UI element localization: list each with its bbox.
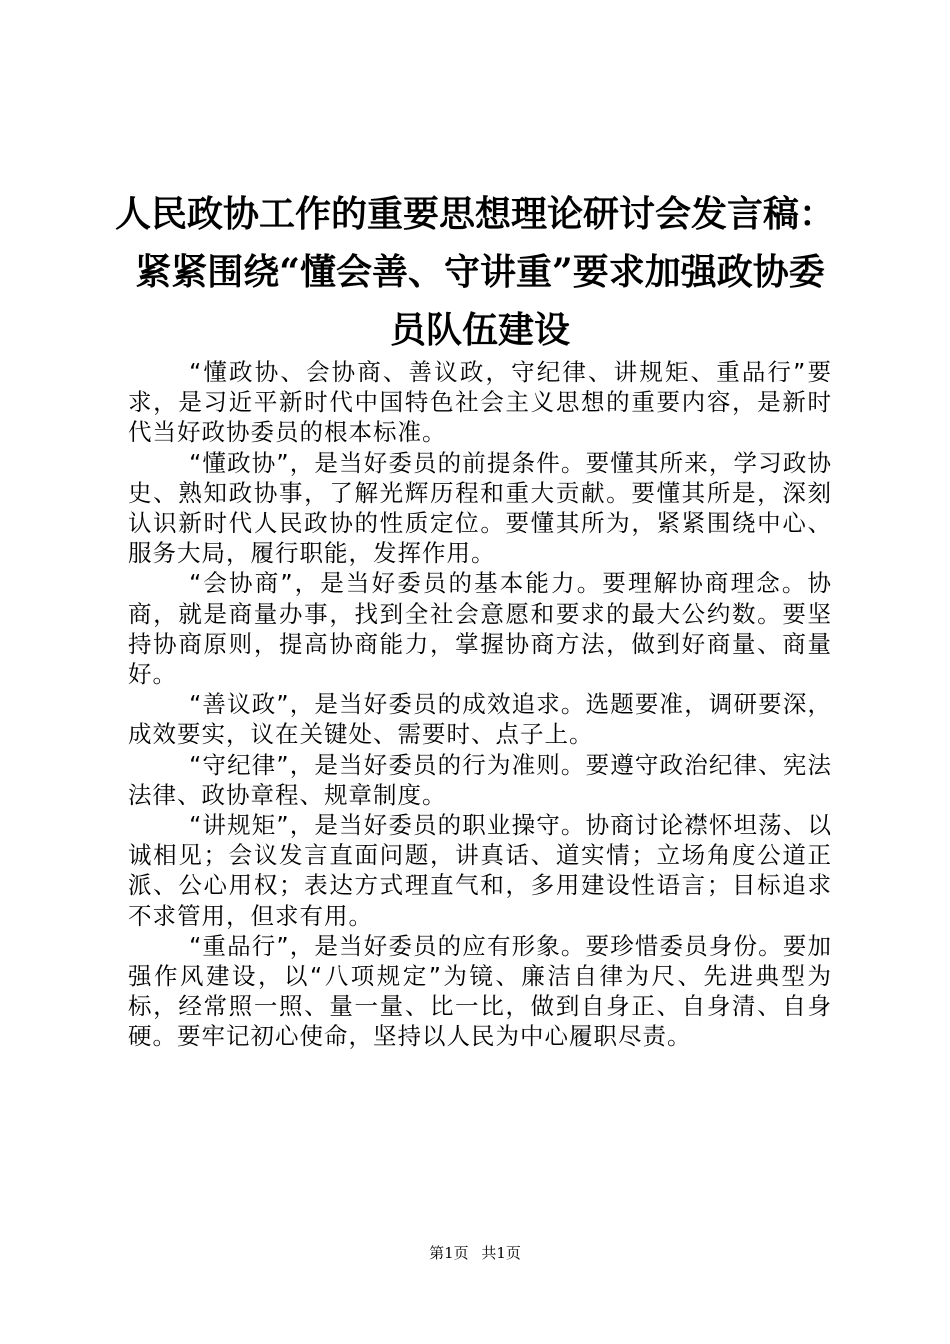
document-body xyxy=(128,357,832,1052)
page-number: 第1页 xyxy=(429,1244,469,1262)
page-footer xyxy=(0,1243,950,1263)
paragraph-zhong-pinxing: “重品行”，是当好委员的应有形象。要珍惜委员身份。要加强作风建设，以“八项规定”为镜、廉洁自律为尺、先进典型为标，经常照一照、量一量、比一比，做到自身正、自身清、自身硬。要牢记初心使命，坚持以人民为中心履职尽责。 xyxy=(128,931,832,1051)
paragraph-jiang-guiju: “讲规矩”，是当好委员的职业操守。协商讨论襟怀坦荡、以诚相见；会议发言直面问题，讲真话、道实情；立场角度公道正派、公心用权；表达方式理直气和，多用建设性语言；目标追求不求管用，但求有用。 xyxy=(128,811,832,930)
title-line-1: 人民政协工作的重要思想理论研讨会发言稿： xyxy=(114,193,835,235)
title-line-2: 紧紧围绕“懂会善、守讲重”要求加强政协委 xyxy=(135,251,825,293)
paragraph-shou-jilv: “守纪律”，是当好委员的行为准则。要遵守政治纪律、宪法法律、政协章程、规章制度。 xyxy=(128,750,832,809)
document-title xyxy=(114,185,840,359)
paragraph-hui-xieshang: “会协商”，是当好委员的基本能力。要理解协商理念。协商，就是商量办事，找到全社会意愿和要求的最大公约数。要坚持协商原则，提高协商能力，掌握协商方法，做到好商量、商量好。 xyxy=(128,569,832,689)
paragraph-dong-zhengxie: “懂政协”，是当好委员的前提条件。要懂其所来，学习政协史、熟知政协事，了解光辉历程和重大贡献。要懂其所是，深刻认识新时代人民政协的性质定位。要懂其所为，紧紧围绕中心、服务大局，履行职能，发挥作用。 xyxy=(128,448,832,568)
page-total: 共1页 xyxy=(481,1244,521,1262)
title-line-3: 员队伍建设 xyxy=(389,309,570,351)
paragraph-intro: “懂政协、会协商、善议政，守纪律、讲规矩、重品行”要求，是习近平新时代中国特色社会主义思想的重要内容，是新时代当好政协委员的根本标准。 xyxy=(128,358,832,447)
paragraph-shan-yizheng: “善议政”，是当好委员的成效追求。选题要准，调研要深，成效要实，议在关键处、需要时、点子上。 xyxy=(128,690,832,749)
